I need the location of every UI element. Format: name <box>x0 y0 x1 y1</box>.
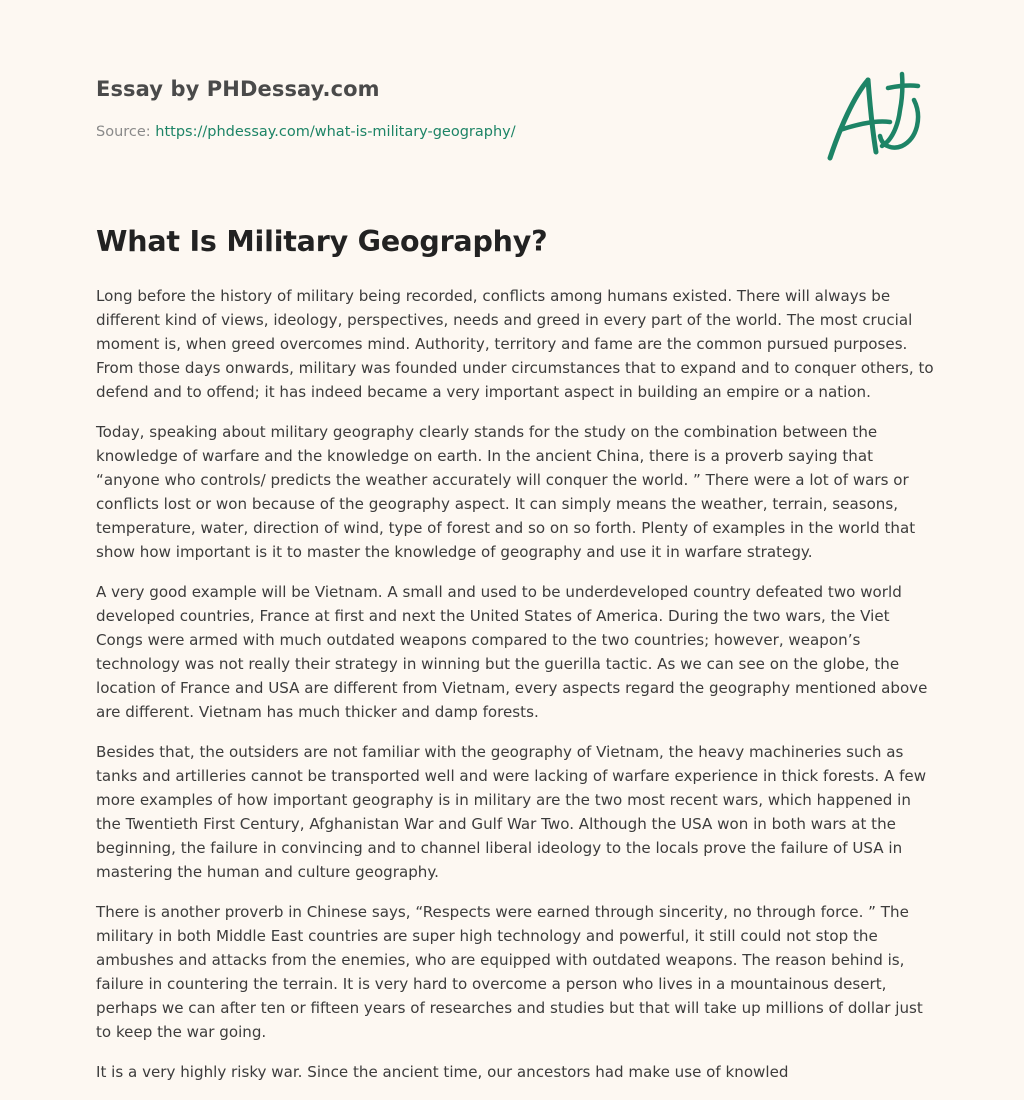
paragraph: A very good example will be Vietnam. A small and used to be underdeveloped country defeated two world developed countries, France at first and next the United States of America. During the two wars, the Viet Congs were armed with much outdated weapons compared to the two countries; however, weapon’s technology was not really their strategy in winning but the guerilla tactic. As we can see on the globe, the location of France and USA are different from Vietnam, every aspects regard the geography mentioned above are different. Vietnam has much thicker and damp forests. <box>96 583 928 721</box>
a-plus-logo-icon <box>818 66 928 166</box>
paragraph: Today, speaking about military geography clearly stands for the study on the combination between the knowledge of warfare and the knowledge on earth. In the ancient China, there is a proverb saying that “anyone who controls/ predicts the weather accurately will conquer the world. ” There were a lot of wars or conflicts lost or won because of the geography aspect. It can simply means the weather, terrain, seasons, temperature, water, direction of wind, type of forest and so on so forth. Plenty of examples in the world that show how important is it to master the knowledge of geography and use it in warfare strategy. <box>96 423 916 561</box>
paragraph: It is a very highly risky war. Since the ancient time, our ancestors had make use of knowled <box>96 1063 789 1081</box>
source-label: Source: <box>96 124 151 140</box>
paragraph: Long before the history of military being recorded, conflicts among humans existed. There will always be different kind of views, ideology, perspectives, needs and greed in every part of the world. The most crucial moment is, when greed overcomes mind. Authority, territory and fame are the common pursued purposes. From those days onwards, military was founded under circumstances that to expand and to conquer others, to defend and to offend; it has indeed became a very important aspect in building an empire or a nation. <box>96 287 934 401</box>
source-line <box>96 124 516 140</box>
site-brand: Essay by PHDessay.com <box>96 77 380 101</box>
essay-title: What Is Military Geography? <box>96 225 548 258</box>
essay-body <box>96 284 936 1100</box>
paragraph: Besides that, the outsiders are not familiar with the geography of Vietnam, the heavy machineries such as tanks and artilleries cannot be transported well and were lacking of warfare experience in thick forests. A few more examples of how important geography is in military are the two most recent wars, which happened in the Twentieth First Century, Afghanistan War and Gulf War Two. Although the USA won in both wars at the beginning, the failure in convincing and to channel liberal ideology to the locals prove the failure of USA in mastering the human and culture geography. <box>96 743 927 881</box>
source-link[interactable]: https://phdessay.com/what-is-military-geography/ <box>155 124 516 140</box>
paragraph: There is another proverb in Chinese says, “Respects were earned through sincerity, no through force. ” The military in both Middle East countries are super high technology and powerful, it still could not stop the ambushes and attacks from the enemies, who are equipped with outdated weapons. The reason behind is, failure in countering the terrain. It is very hard to overcome a person who lives in a mountainous desert, perhaps we can after ten or fifteen years of researches and studies but that will take up millions of dollar just to keep the war going. <box>96 903 923 1041</box>
